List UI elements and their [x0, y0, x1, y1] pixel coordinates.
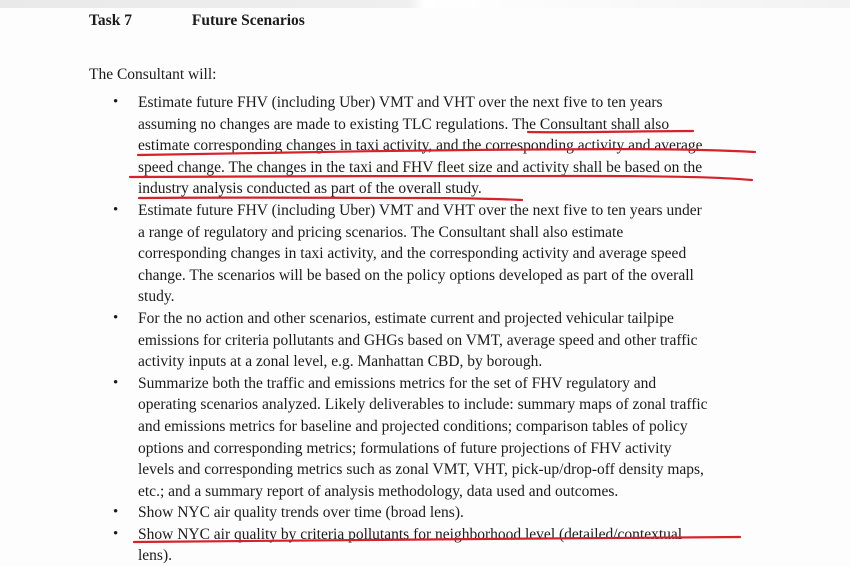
- bullet-text-line: Summarize both the traffic and emissions metrics for the set of FHV regulatory and: [138, 374, 657, 392]
- bullet-text-line: Show NYC air quality trends over time (broad lens).: [138, 504, 464, 522]
- bullet-item: [0, 308, 738, 373]
- bullet-item: [0, 373, 738, 503]
- task-number: Task 7: [89, 12, 132, 29]
- bullet-text-line: estimate corresponding changes in taxi activity, and the corresponding activity and average: [138, 137, 703, 155]
- bullet-text-line: assuming no changes are made to existing TLC regulations. The Consultant shall also: [138, 115, 670, 133]
- bullet-dot-icon: •: [113, 94, 119, 110]
- bullet-text-line: Estimate future FHV (including Uber) VMT and VHT over the next five to ten years under: [138, 201, 702, 219]
- bullet-text-line: emissions for criteria pollutants and GHGs based on VMT, average speed and other traffic: [138, 331, 698, 349]
- bullet-item: [0, 524, 738, 567]
- bullet-text-line: operating scenarios analyzed. Likely deliverables to include: summary maps of zonal traffic: [138, 396, 708, 414]
- bullet-text-line: etc.; and a summary report of analysis methodology, data used and outcomes.: [138, 482, 619, 500]
- bullet-text-line: options and corresponding metrics; formulations of future projections of FHV activity: [138, 439, 672, 457]
- bullet-item: [0, 200, 738, 308]
- bullet-dot-icon: •: [113, 374, 119, 391]
- bullet-item: [0, 92, 738, 200]
- bullet-text-line: speed change. The changes in the taxi and FHV fleet size and activity shall be based on the: [138, 158, 703, 176]
- bullet-dot-icon: •: [113, 525, 119, 542]
- intro-text: The Consultant will:: [89, 66, 217, 83]
- task-title: Future Scenarios: [191, 12, 305, 29]
- bullet-dot-icon: •: [113, 504, 119, 521]
- bullet-text-line: Show NYC air quality by criteria pollutants for neighborhood level (detailed/contextual: [138, 525, 683, 543]
- bullet-dot-icon: •: [113, 201, 119, 218]
- bullet-list: [0, 92, 850, 567]
- bullet-item: [0, 502, 738, 524]
- bullet-text-line: and emissions metrics for baseline and projected conditions; comparison tables of policy: [138, 417, 688, 435]
- bullet-text-line: corresponding changes in taxi activity, and the corresponding activity and average speed: [138, 245, 687, 263]
- bullet-dot-icon: •: [113, 309, 119, 326]
- bullet-text-line: activity inputs at a zonal level, e.g. Manhattan CBD, by borough.: [138, 353, 543, 371]
- bullet-text-line: levels and corresponding metrics such as zonal VMT, VHT, pick-up/drop-off density maps,: [138, 461, 704, 479]
- bullet-text-line: study.: [138, 288, 175, 306]
- bullet-text-line: lens).: [138, 547, 173, 565]
- bullet-text-line: a range of regulatory and pricing scenarios. The Consultant shall also estimate: [138, 223, 624, 241]
- bullet-text-line: industry analysis conducted as part of the overall study.: [138, 180, 482, 198]
- bullet-text-line: For the no action and other scenarios, estimate current and projected vehicular tailpipe: [138, 309, 674, 327]
- bullet-text-line: Estimate future FHV (including Uber) VMT and VHT over the next five to ten years: [138, 94, 663, 111]
- bullet-text-line: change. The scenarios will be based on the policy options developed as part of the overall: [138, 266, 694, 284]
- task-heading: [89, 12, 305, 30]
